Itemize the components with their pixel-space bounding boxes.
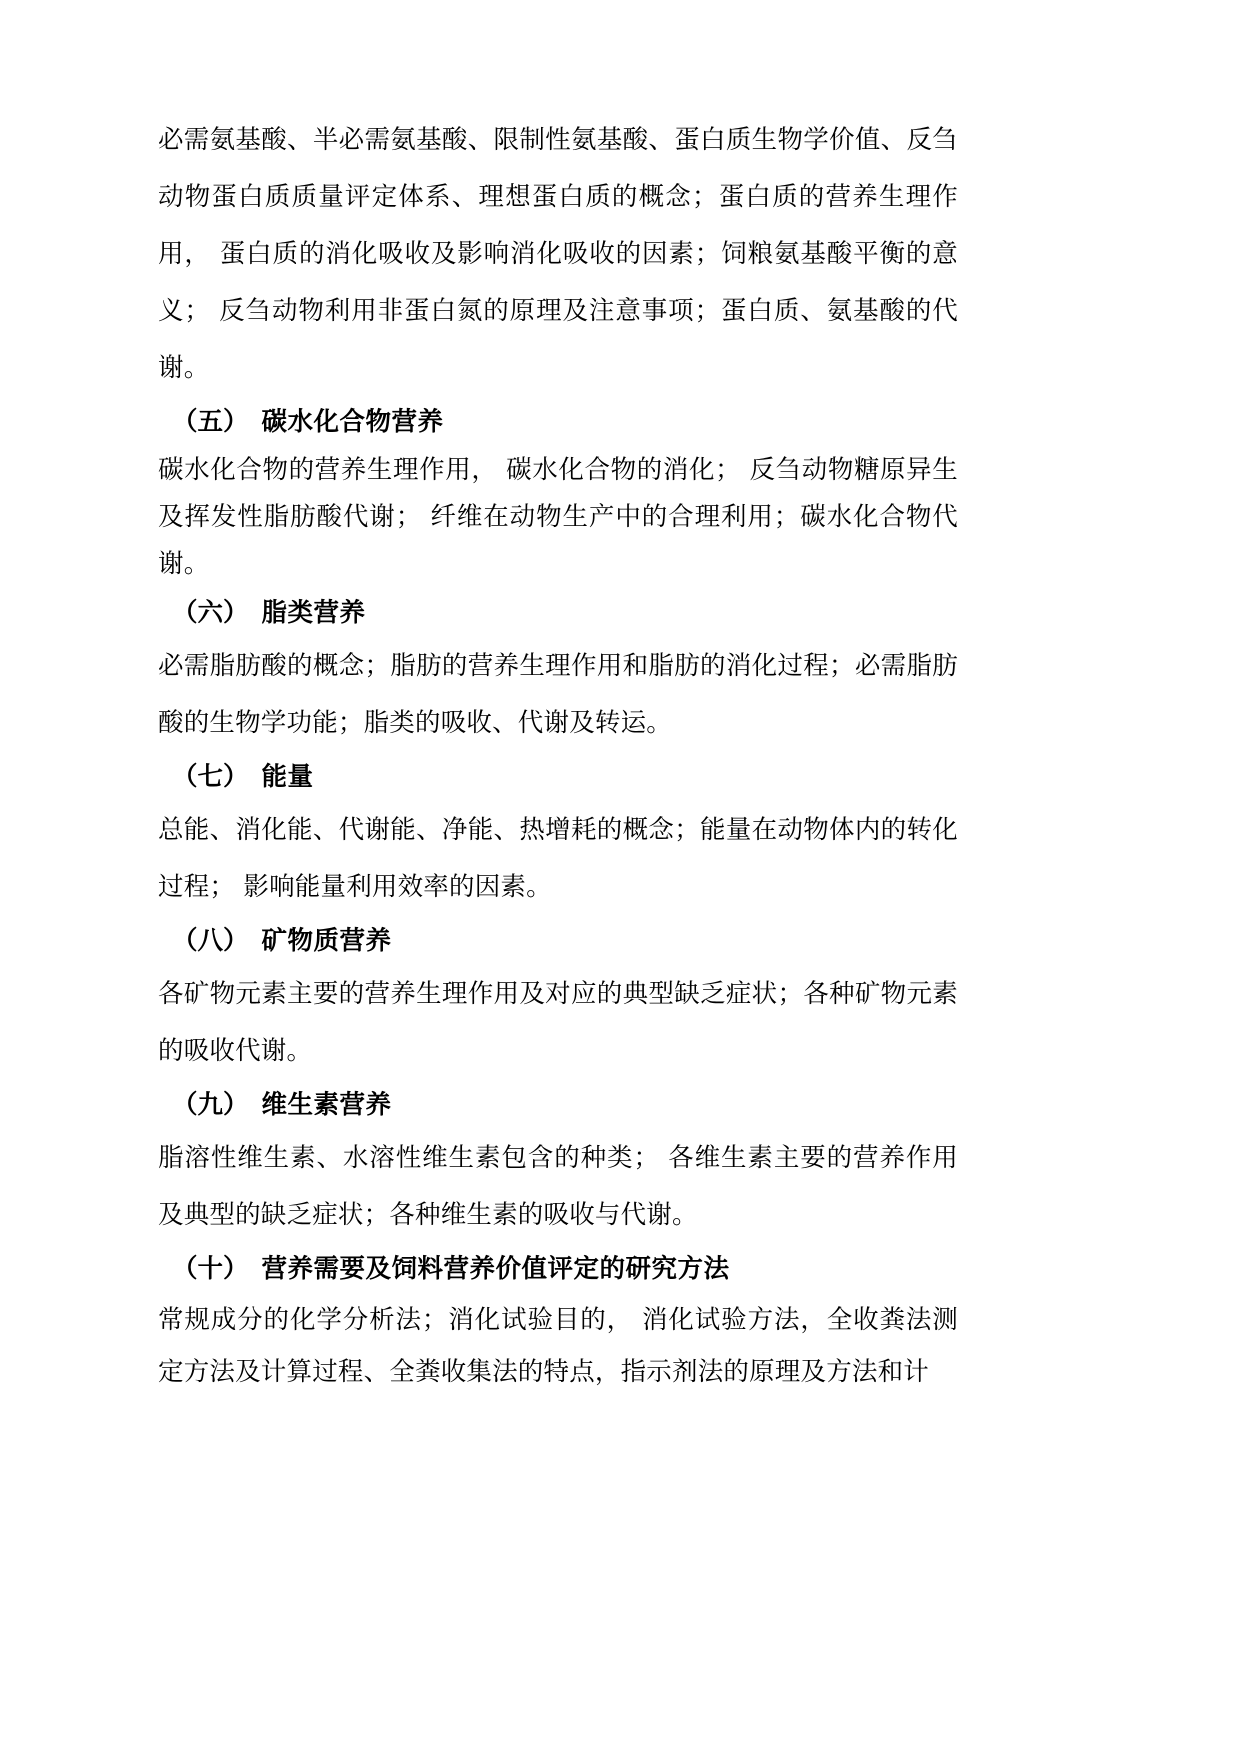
heading-number: （八）: [172, 926, 249, 956]
heading-mineral-nutrition: [158, 916, 958, 966]
paragraph-energy: 总能、消化能、代谢能、净能、热增耗的概念；能量在动物体内的转化过程； 影响能量利用效率的因素。: [158, 815, 958, 902]
heading-number: （五）: [172, 407, 249, 437]
heading-title: 碳水化合物营养: [261, 407, 444, 437]
heading-title: 脂类营养: [261, 598, 366, 628]
paragraph-mineral-nutrition: 各矿物元素主要的营养生理作用及对应的典型缺乏症状；各种矿物元素的吸收代谢。: [158, 979, 958, 1066]
paragraph-carbohydrate-nutrition: 碳水化合物的营养生理作用， 碳水化合物的消化； 反刍动物糖原异生及挥发性脂肪酸代谢； 纤维在动物生产中的合理利用；碳水化合物代谢。: [158, 455, 958, 579]
document-body: [158, 112, 958, 1398]
heading-number: （十）: [172, 1254, 249, 1284]
heading-number: （六）: [172, 598, 249, 628]
heading-title: 矿物质营养: [261, 926, 392, 956]
heading-energy: [158, 752, 958, 802]
heading-carbohydrate-nutrition: [158, 397, 958, 447]
heading-title: 维生素营养: [261, 1090, 392, 1120]
paragraph-protein-nutrition: 必需氨基酸、半必需氨基酸、限制性氨基酸、蛋白质生物学价值、反刍动物蛋白质质量评定体系、理想蛋白质的概念；蛋白质的营养生理作用， 蛋白质的消化吸收及影响消化吸收的因素；饲粮氨基酸平衡的意义； 反刍动物利用非蛋白氮的原理及注意事项；蛋白质、氨基酸的代谢。: [158, 125, 958, 383]
heading-title: 营养需要及饲料营养价值评定的研究方法: [261, 1254, 730, 1284]
heading-vitamin-nutrition: [158, 1080, 958, 1130]
paragraph-nutrient-requirement-research-methods: 常规成分的化学分析法；消化试验目的， 消化试验方法，全收粪法测定方法及计算过程、全粪收集法的特点，指示剂法的原理及方法和计: [158, 1305, 958, 1387]
heading-lipid-nutrition: [158, 588, 958, 638]
heading-title: 能量: [261, 762, 314, 792]
heading-nutrient-requirement-research-methods: [158, 1244, 958, 1294]
heading-number: （七）: [172, 762, 249, 792]
heading-number: （九）: [172, 1090, 249, 1120]
paragraph-vitamin-nutrition: 脂溶性维生素、水溶性维生素包含的种类； 各维生素主要的营养作用及典型的缺乏症状；各种维生素的吸收与代谢。: [158, 1143, 958, 1230]
paragraph-lipid-nutrition: 必需脂肪酸的概念；脂肪的营养生理作用和脂肪的消化过程；必需脂肪酸的生物学功能；脂类的吸收、代谢及转运。: [158, 651, 958, 738]
